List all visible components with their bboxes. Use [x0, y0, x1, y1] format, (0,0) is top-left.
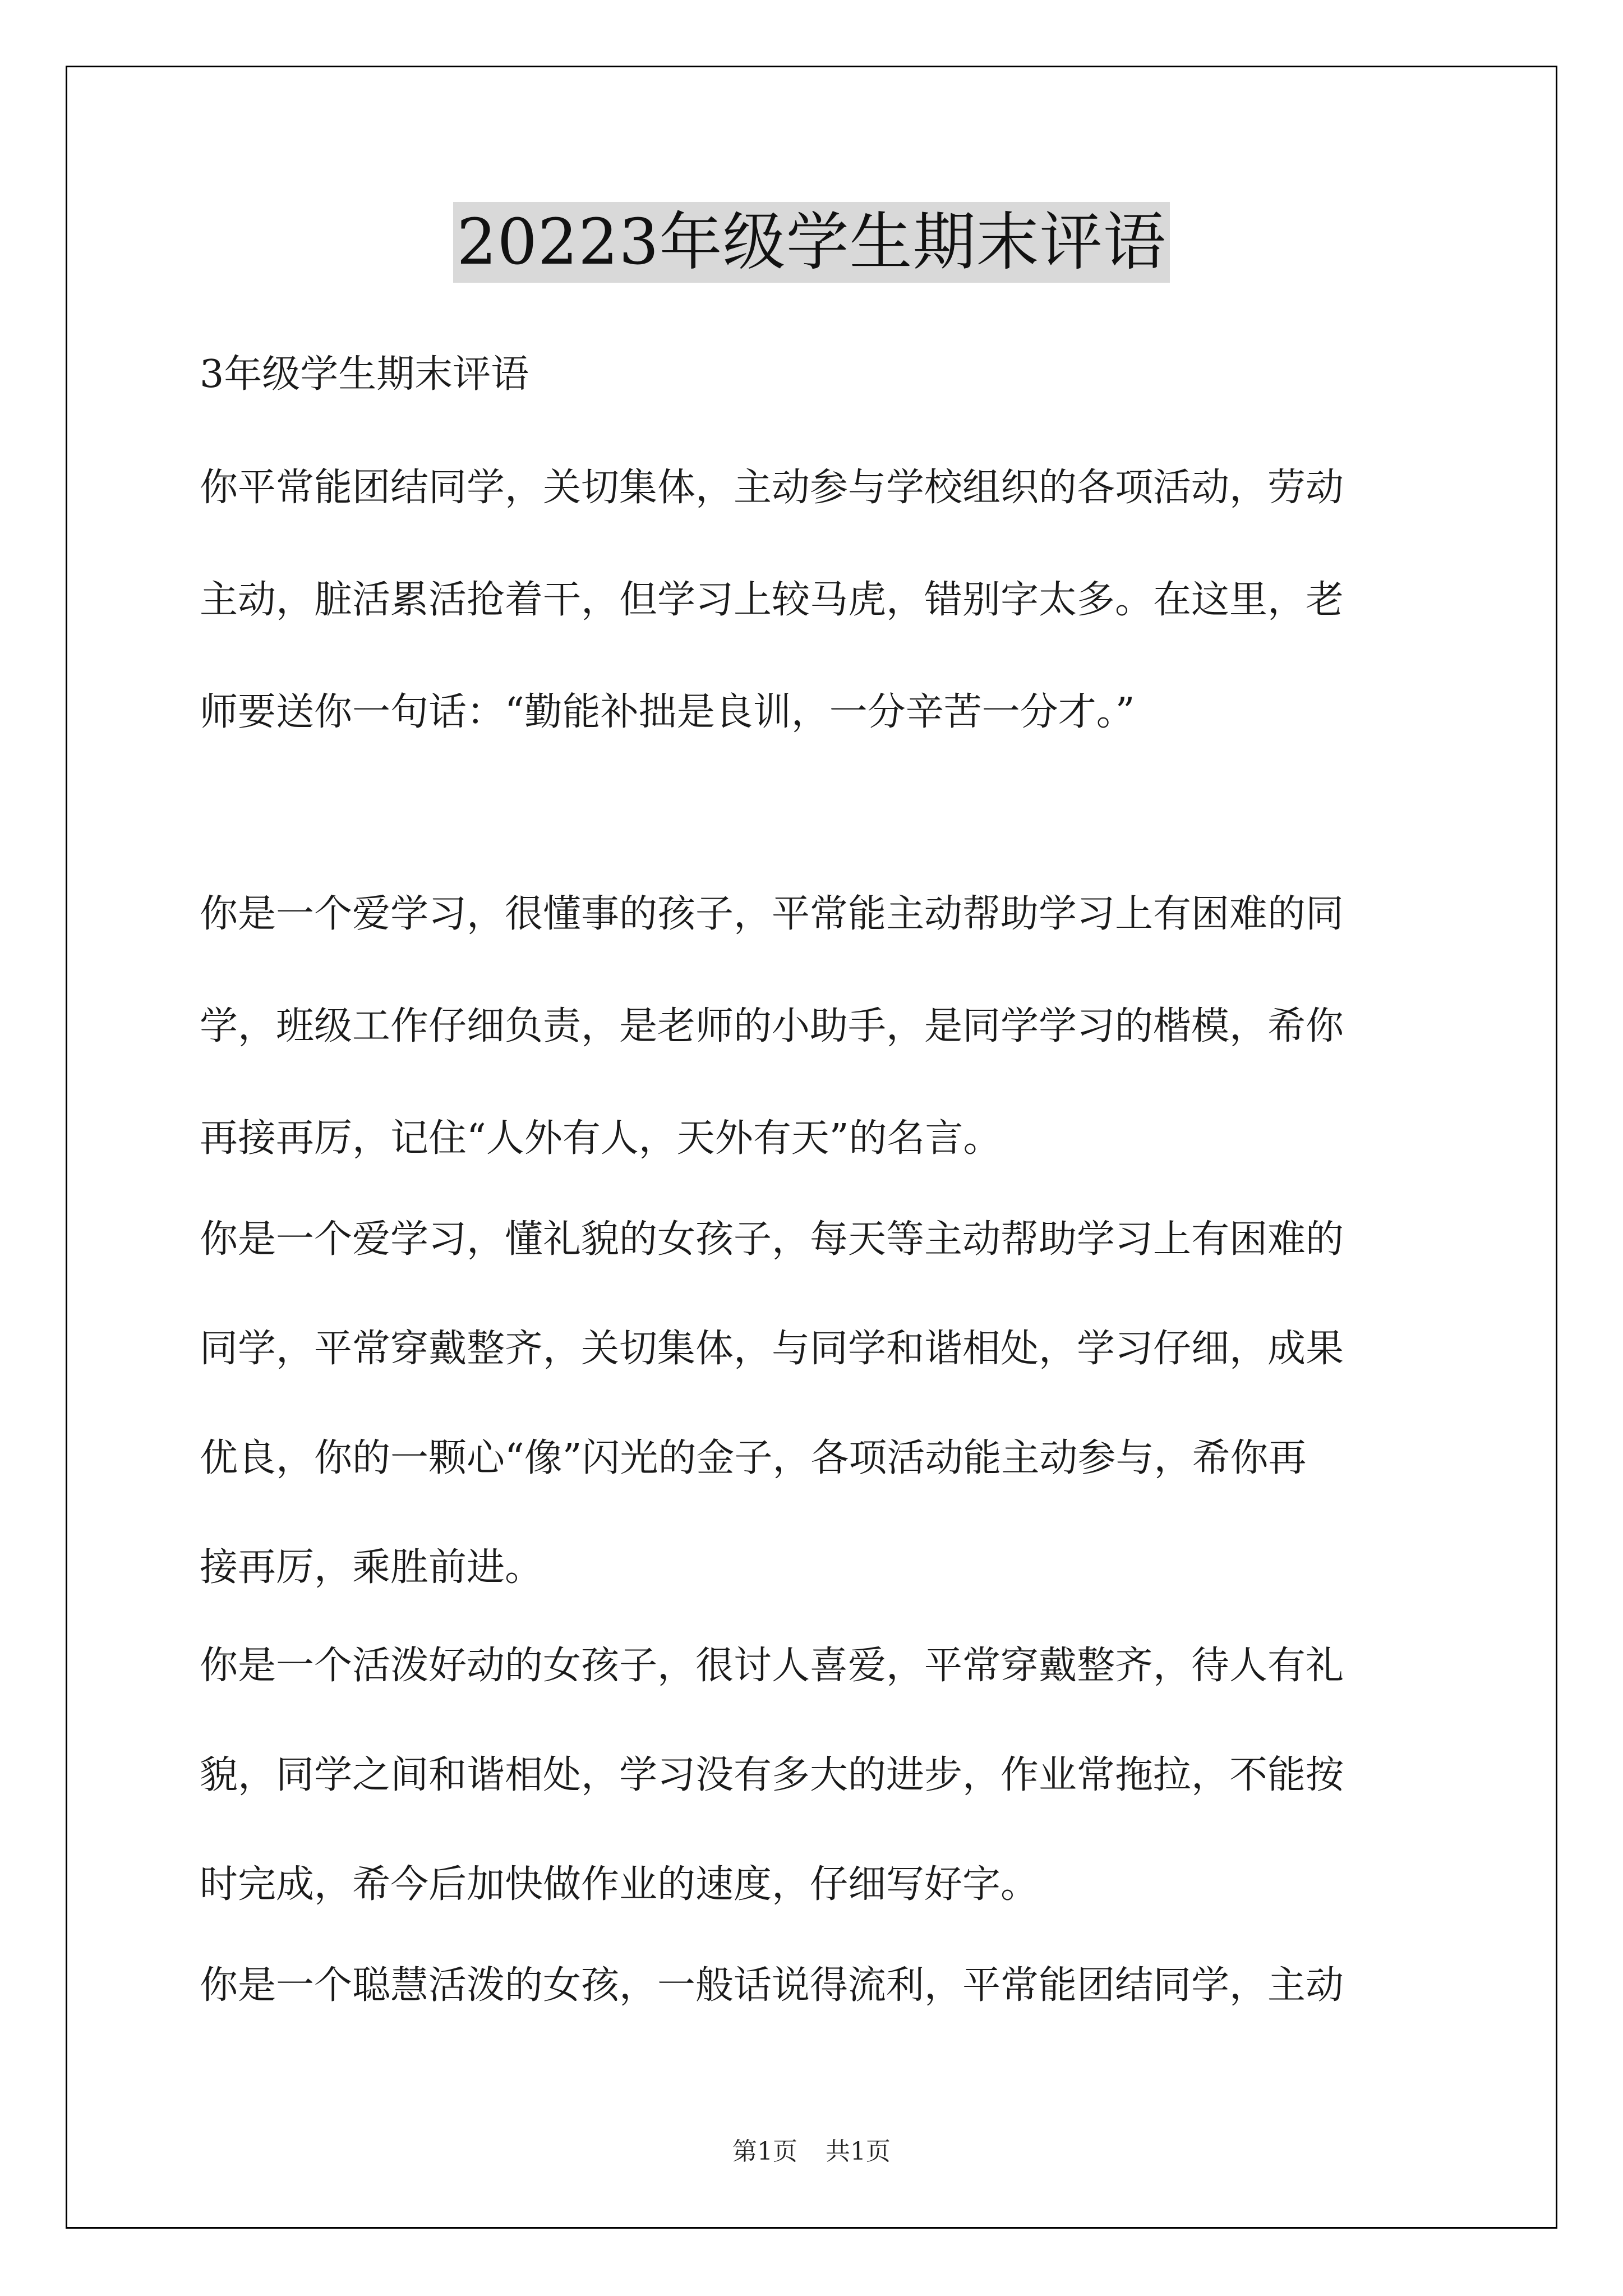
paragraph-line: 你是一个聪慧活泼的女孩，一般话说得流利，平常能团结同学，主动 [200, 1963, 1344, 2008]
document-subtitle: 3年级学生期末评语 [200, 352, 529, 397]
paragraph-line: 主动，脏活累活抢着干，但学习上较马虎，错别字太多。在这里，老 [200, 578, 1344, 622]
paragraph-line: 时完成，希今后加快做作业的速度，仔细写好字。 [200, 1862, 1039, 1907]
document-title: 20223年级学生期末评语 [453, 202, 1169, 283]
paragraph-line: 学，班级工作仔细负责，是老师的小助手，是同学学习的楷模，希你 [200, 1004, 1344, 1048]
paragraph-line: 你是一个活泼好动的女孩子，很讨人喜爱，平常穿戴整齐，待人有礼 [200, 1644, 1344, 1688]
paragraph-line: 你是一个爱学习，很懂事的孩子，平常能主动帮助学习上有困难的同 [200, 892, 1344, 936]
paragraph-line: 你是一个爱学习，懂礼貌的女孩子，每天等主动帮助学习上有困难的 [200, 1217, 1344, 1262]
title-wrapper [0, 202, 1623, 283]
paragraph-line: 你平常能团结同学，关切集体，主动参与学校组织的各项活动，劳动 [200, 466, 1344, 510]
page-total: 共1页 [826, 2137, 891, 2166]
paragraph-line: 貌，同学之间和谐相处，学习没有多大的进步，作业常拖拉，不能按 [200, 1753, 1344, 1797]
paragraph-line: 师要送你一句话：“勤能补拙是良训，一分辛苦一分才。” [200, 690, 1135, 734]
paragraph-line: 优良，你的一颗心“像”闪光的金子，各项活动能主动参与，希你再 [200, 1436, 1307, 1480]
paragraph-line: 再接再厉，记住“人外有人，天外有天”的名言。 [200, 1116, 1002, 1161]
page-number: 第1页 [732, 2137, 797, 2166]
paragraph-line: 同学，平常穿戴整齐，关切集体，与同学和谐相处，学习仔细，成果 [200, 1327, 1344, 1371]
paragraph-line: 接再厉，乘胜前进。 [200, 1545, 543, 1590]
page-footer [0, 2136, 1623, 2168]
